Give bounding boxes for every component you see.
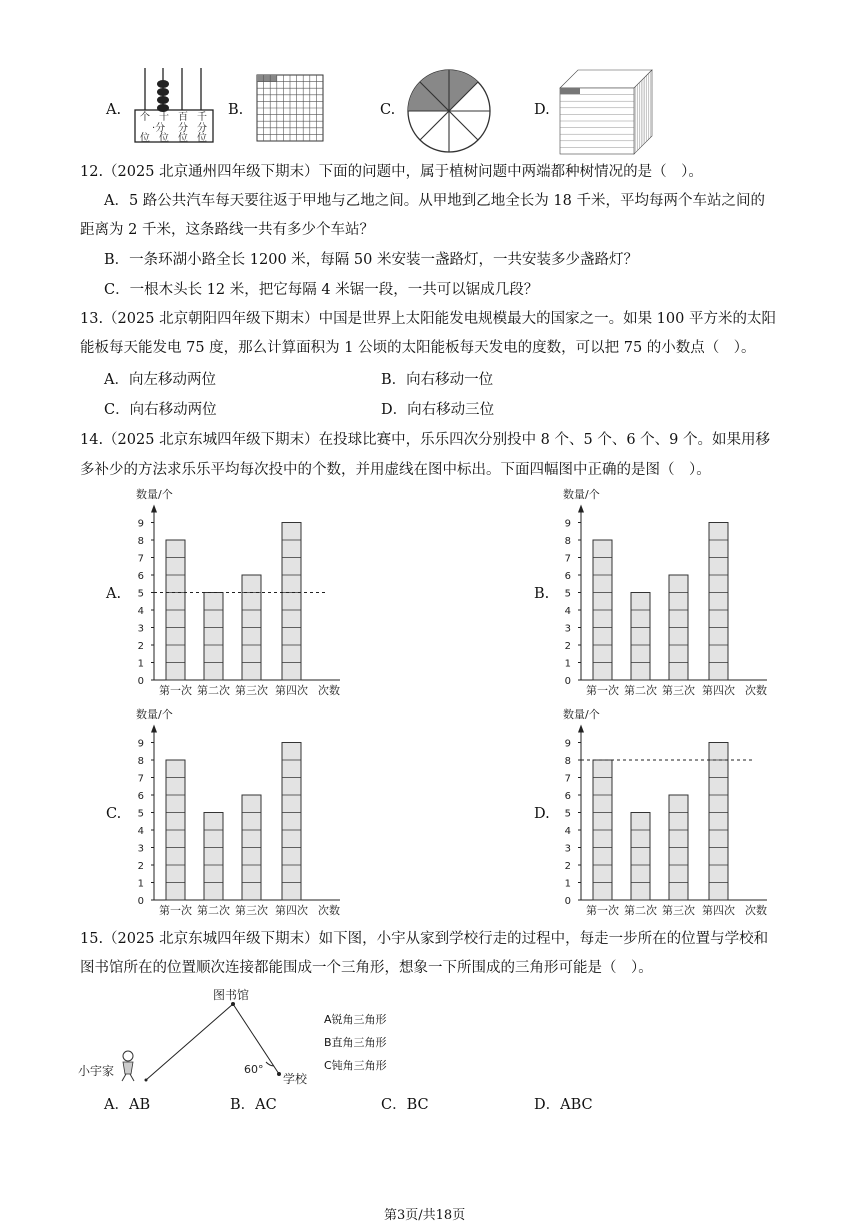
bar: [709, 523, 728, 681]
y-axis-label: 数量/个: [563, 488, 600, 501]
library-label: 图书馆: [213, 988, 250, 1002]
school-label: 学校: [283, 1072, 308, 1086]
x-axis-label: 次数: [745, 684, 767, 697]
y-tick-label: 8: [137, 756, 144, 767]
abacus-label: 分: [197, 123, 207, 134]
chart-a-label: A.: [106, 586, 122, 602]
abacus-figure: [132, 64, 218, 144]
y-tick-label: 4: [564, 826, 571, 837]
y-axis-label: 数量/个: [563, 708, 600, 721]
circle-fraction-figure: [404, 66, 494, 156]
x-tick-label: 第四次: [275, 684, 308, 697]
q13-stem-line2: 能板每天能发电 75 度，那么计算面积为 1 公顷的太阳能板每天发电的度数，可以把 75 的小数点（ ）。: [80, 340, 756, 356]
y-tick-label: 6: [564, 571, 571, 582]
y-tick-label: 5: [564, 588, 571, 600]
y-tick-label: 1: [564, 878, 571, 890]
q12-option-a-line1: A．5 路公共汽车每天要往返于甲地与乙地之间。从甲地到乙地全长为 18 千米，平均每两个车站之间的: [104, 193, 765, 209]
y-tick-label: 6: [137, 791, 144, 802]
q13-option-d: D．向右移动三位: [381, 402, 495, 418]
y-tick-label: 3: [137, 843, 144, 855]
q11-label-b: B.: [228, 102, 244, 118]
y-tick-label: 7: [137, 553, 144, 565]
q15-stem-line1: 15.（2025 北京东城四年级下期末）如下图，小宇从家到学校行走的过程中，每走一步所在的位置与学校和: [80, 931, 769, 947]
x-tick-label: 第二次: [197, 684, 230, 697]
choice-acute: A锐角三角形: [324, 1013, 387, 1026]
chart-b-label: B.: [534, 586, 550, 602]
x-tick-label: 第二次: [624, 904, 657, 917]
y-tick-label: 1: [564, 658, 571, 670]
q15-option-a: A．AB: [104, 1097, 151, 1113]
q15-option-b: B．AC: [230, 1097, 277, 1113]
x-tick-label: 第四次: [702, 684, 735, 697]
x-tick-label: 第四次: [702, 904, 735, 917]
bar-chart-b: [557, 484, 782, 702]
bar: [204, 813, 223, 901]
x-tick-label: 第三次: [662, 904, 695, 917]
q15-option-d: D．ABC: [534, 1097, 593, 1113]
q12-stem: 12.（2025 北京通州四年级下期末）下面的问题中，属于植树问题中两端都种树情况的是（ ）。: [80, 164, 703, 180]
y-tick-label: 5: [137, 588, 144, 600]
abacus-label: 个: [140, 112, 150, 123]
y-tick-label: 9: [564, 518, 571, 530]
home-label: 小宇家: [78, 1064, 115, 1078]
abacus-label: ·分: [152, 123, 166, 134]
y-tick-label: 0: [564, 896, 571, 907]
x-tick-label: 第二次: [624, 684, 657, 697]
choice-right: B直角三角形: [324, 1036, 387, 1049]
q14-stem-line1: 14.（2025 北京东城四年级下期末）在投球比赛中，乐乐四次分别投中 8 个、5 个、6 个、9 个。如果用移: [80, 432, 771, 448]
x-tick-label: 第一次: [586, 904, 619, 917]
bar: [631, 813, 650, 901]
choice-obtuse: C钝角三角形: [324, 1059, 387, 1072]
y-tick-label: 0: [137, 896, 144, 907]
thousand-cube-figure: [558, 66, 654, 156]
y-tick-label: 3: [564, 623, 571, 635]
q14-stem-line2: 多补少的方法求乐乐平均每次投中的个数，并用虚线在图中标出。下面四幅图中正确的是图（ ）。: [80, 462, 711, 478]
x-tick-label: 第二次: [197, 904, 230, 917]
bar: [204, 593, 223, 681]
abacus-label: 位: [197, 133, 207, 144]
angle-label: 60°: [244, 1063, 264, 1076]
abacus-label: 百: [178, 112, 188, 123]
q13-stem-line1: 13.（2025 北京朝阳四年级下期末）中国是世界上太阳能发电规模最大的国家之一。如果 100 平方米的太阳: [80, 311, 776, 327]
x-axis-label: 次数: [318, 684, 340, 697]
y-tick-label: 8: [564, 536, 571, 547]
q11-label-d: D.: [534, 102, 550, 118]
y-tick-label: 2: [564, 641, 571, 652]
bar-chart-a: [130, 484, 355, 702]
y-tick-label: 2: [137, 861, 144, 872]
abacus-label: 千: [197, 112, 207, 123]
bar: [282, 743, 301, 901]
y-tick-label: 8: [564, 756, 571, 767]
bar-chart-d: [557, 704, 782, 922]
x-tick-label: 第三次: [235, 904, 268, 917]
y-tick-label: 6: [564, 791, 571, 802]
abacus-label: 分: [178, 123, 188, 134]
chart-d-label: D.: [534, 806, 550, 822]
y-tick-label: 1: [137, 878, 144, 890]
q15-option-c: C．BC: [381, 1097, 429, 1113]
y-tick-label: 4: [137, 606, 144, 617]
q12-option-b: B．一条环湖小路全长 1200 米，每隔 50 米安装一盏路灯，一共安装多少盏路灯？: [104, 252, 638, 268]
bar-chart-c: [130, 704, 355, 922]
y-axis-label: 数量/个: [136, 708, 173, 721]
y-tick-label: 9: [137, 738, 144, 750]
y-tick-label: 5: [564, 808, 571, 820]
abacus-label: 位: [140, 133, 150, 144]
q13-option-c: C．向右移动两位: [104, 402, 217, 418]
q12-option-c: C．一根木头长 12 米，把它每隔 4 米锯一段，一共可以锯成几段？: [104, 282, 539, 298]
y-tick-label: 8: [137, 536, 144, 547]
x-axis-label: 次数: [745, 904, 767, 917]
y-tick-label: 5: [137, 808, 144, 820]
q13-option-b: B．向右移动一位: [381, 372, 494, 388]
y-tick-label: 0: [137, 676, 144, 687]
x-tick-label: 第一次: [586, 684, 619, 697]
y-tick-label: 9: [137, 518, 144, 530]
y-tick-label: 7: [564, 773, 571, 785]
abacus-label: 十: [159, 112, 169, 123]
y-tick-label: 0: [564, 676, 571, 687]
q11-label-c: C.: [380, 102, 396, 118]
y-tick-label: 2: [564, 861, 571, 872]
y-tick-label: 1: [137, 658, 144, 670]
y-tick-label: 7: [137, 773, 144, 785]
hundred-grid-figure: [256, 74, 326, 144]
abacus-label: 位: [159, 133, 169, 144]
y-tick-label: 9: [564, 738, 571, 750]
y-tick-label: 6: [137, 571, 144, 582]
y-tick-label: 4: [137, 826, 144, 837]
q13-option-a: A．向左移动两位: [104, 372, 216, 388]
page-footer: 第3页/共18页: [384, 1208, 466, 1223]
bar: [631, 593, 650, 681]
y-tick-label: 3: [564, 843, 571, 855]
q12-option-a-line2: 距离为 2 千米，这条路线一共有多少个车站？: [80, 222, 374, 238]
x-tick-label: 第三次: [662, 684, 695, 697]
q11-label-a: A.: [106, 102, 122, 118]
x-tick-label: 第三次: [235, 684, 268, 697]
x-axis-label: 次数: [318, 904, 340, 917]
y-axis-label: 数量/个: [136, 488, 173, 501]
triangle-choices-box: [324, 1008, 387, 1077]
q15-stem-line2: 图书馆所在的位置顺次连接都能围成一个三角形，想象一下所围成的三角形可能是（ ）。: [80, 960, 653, 976]
x-tick-label: 第一次: [159, 904, 192, 917]
y-tick-label: 2: [137, 641, 144, 652]
y-tick-label: 3: [137, 623, 144, 635]
bar: [709, 743, 728, 901]
chart-c-label: C.: [106, 806, 122, 822]
x-tick-label: 第一次: [159, 684, 192, 697]
x-tick-label: 第四次: [275, 904, 308, 917]
boy-icon: [122, 1051, 134, 1081]
abacus-label: 位: [178, 133, 188, 144]
y-tick-label: 4: [564, 606, 571, 617]
bar: [282, 523, 301, 681]
y-tick-label: 7: [564, 553, 571, 565]
